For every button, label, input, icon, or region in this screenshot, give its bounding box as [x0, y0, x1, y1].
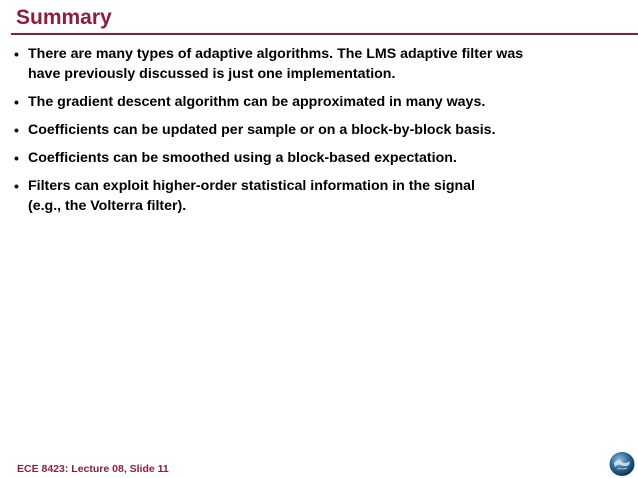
bullet-icon: • — [14, 46, 19, 62]
globe-logo-icon — [608, 451, 636, 477]
slide-title: Summary — [16, 6, 112, 29]
bullet-item — [14, 92, 614, 112]
bullet-icon: • — [14, 178, 19, 194]
bullet-item — [14, 176, 614, 216]
bullet-text: Coefficients can be smoothed using a block-based expectation. — [28, 150, 457, 166]
bullet-text: There are many types of adaptive algorithms. The LMS adaptive filter was have previously discussed is just one implementation. — [28, 46, 524, 82]
bullet-text: The gradient descent algorithm can be approximated in many ways. — [28, 94, 486, 110]
bullet-text: Filters can exploit higher-order statistical information in the signal (e.g., the Volterra filter). — [28, 178, 475, 214]
bullet-icon: • — [14, 122, 19, 138]
slide-footer: ECE 8423: Lecture 08, Slide 11 — [17, 463, 169, 475]
bullet-text: Coefficients can be updated per sample or on a block-by-block basis. — [28, 122, 496, 138]
bullet-icon: • — [14, 150, 19, 166]
bullet-item — [14, 44, 614, 84]
bullet-list — [14, 44, 614, 224]
bullet-icon: • — [14, 94, 19, 110]
bullet-item — [14, 120, 614, 140]
title-divider — [11, 33, 638, 35]
bullet-item — [14, 148, 614, 168]
